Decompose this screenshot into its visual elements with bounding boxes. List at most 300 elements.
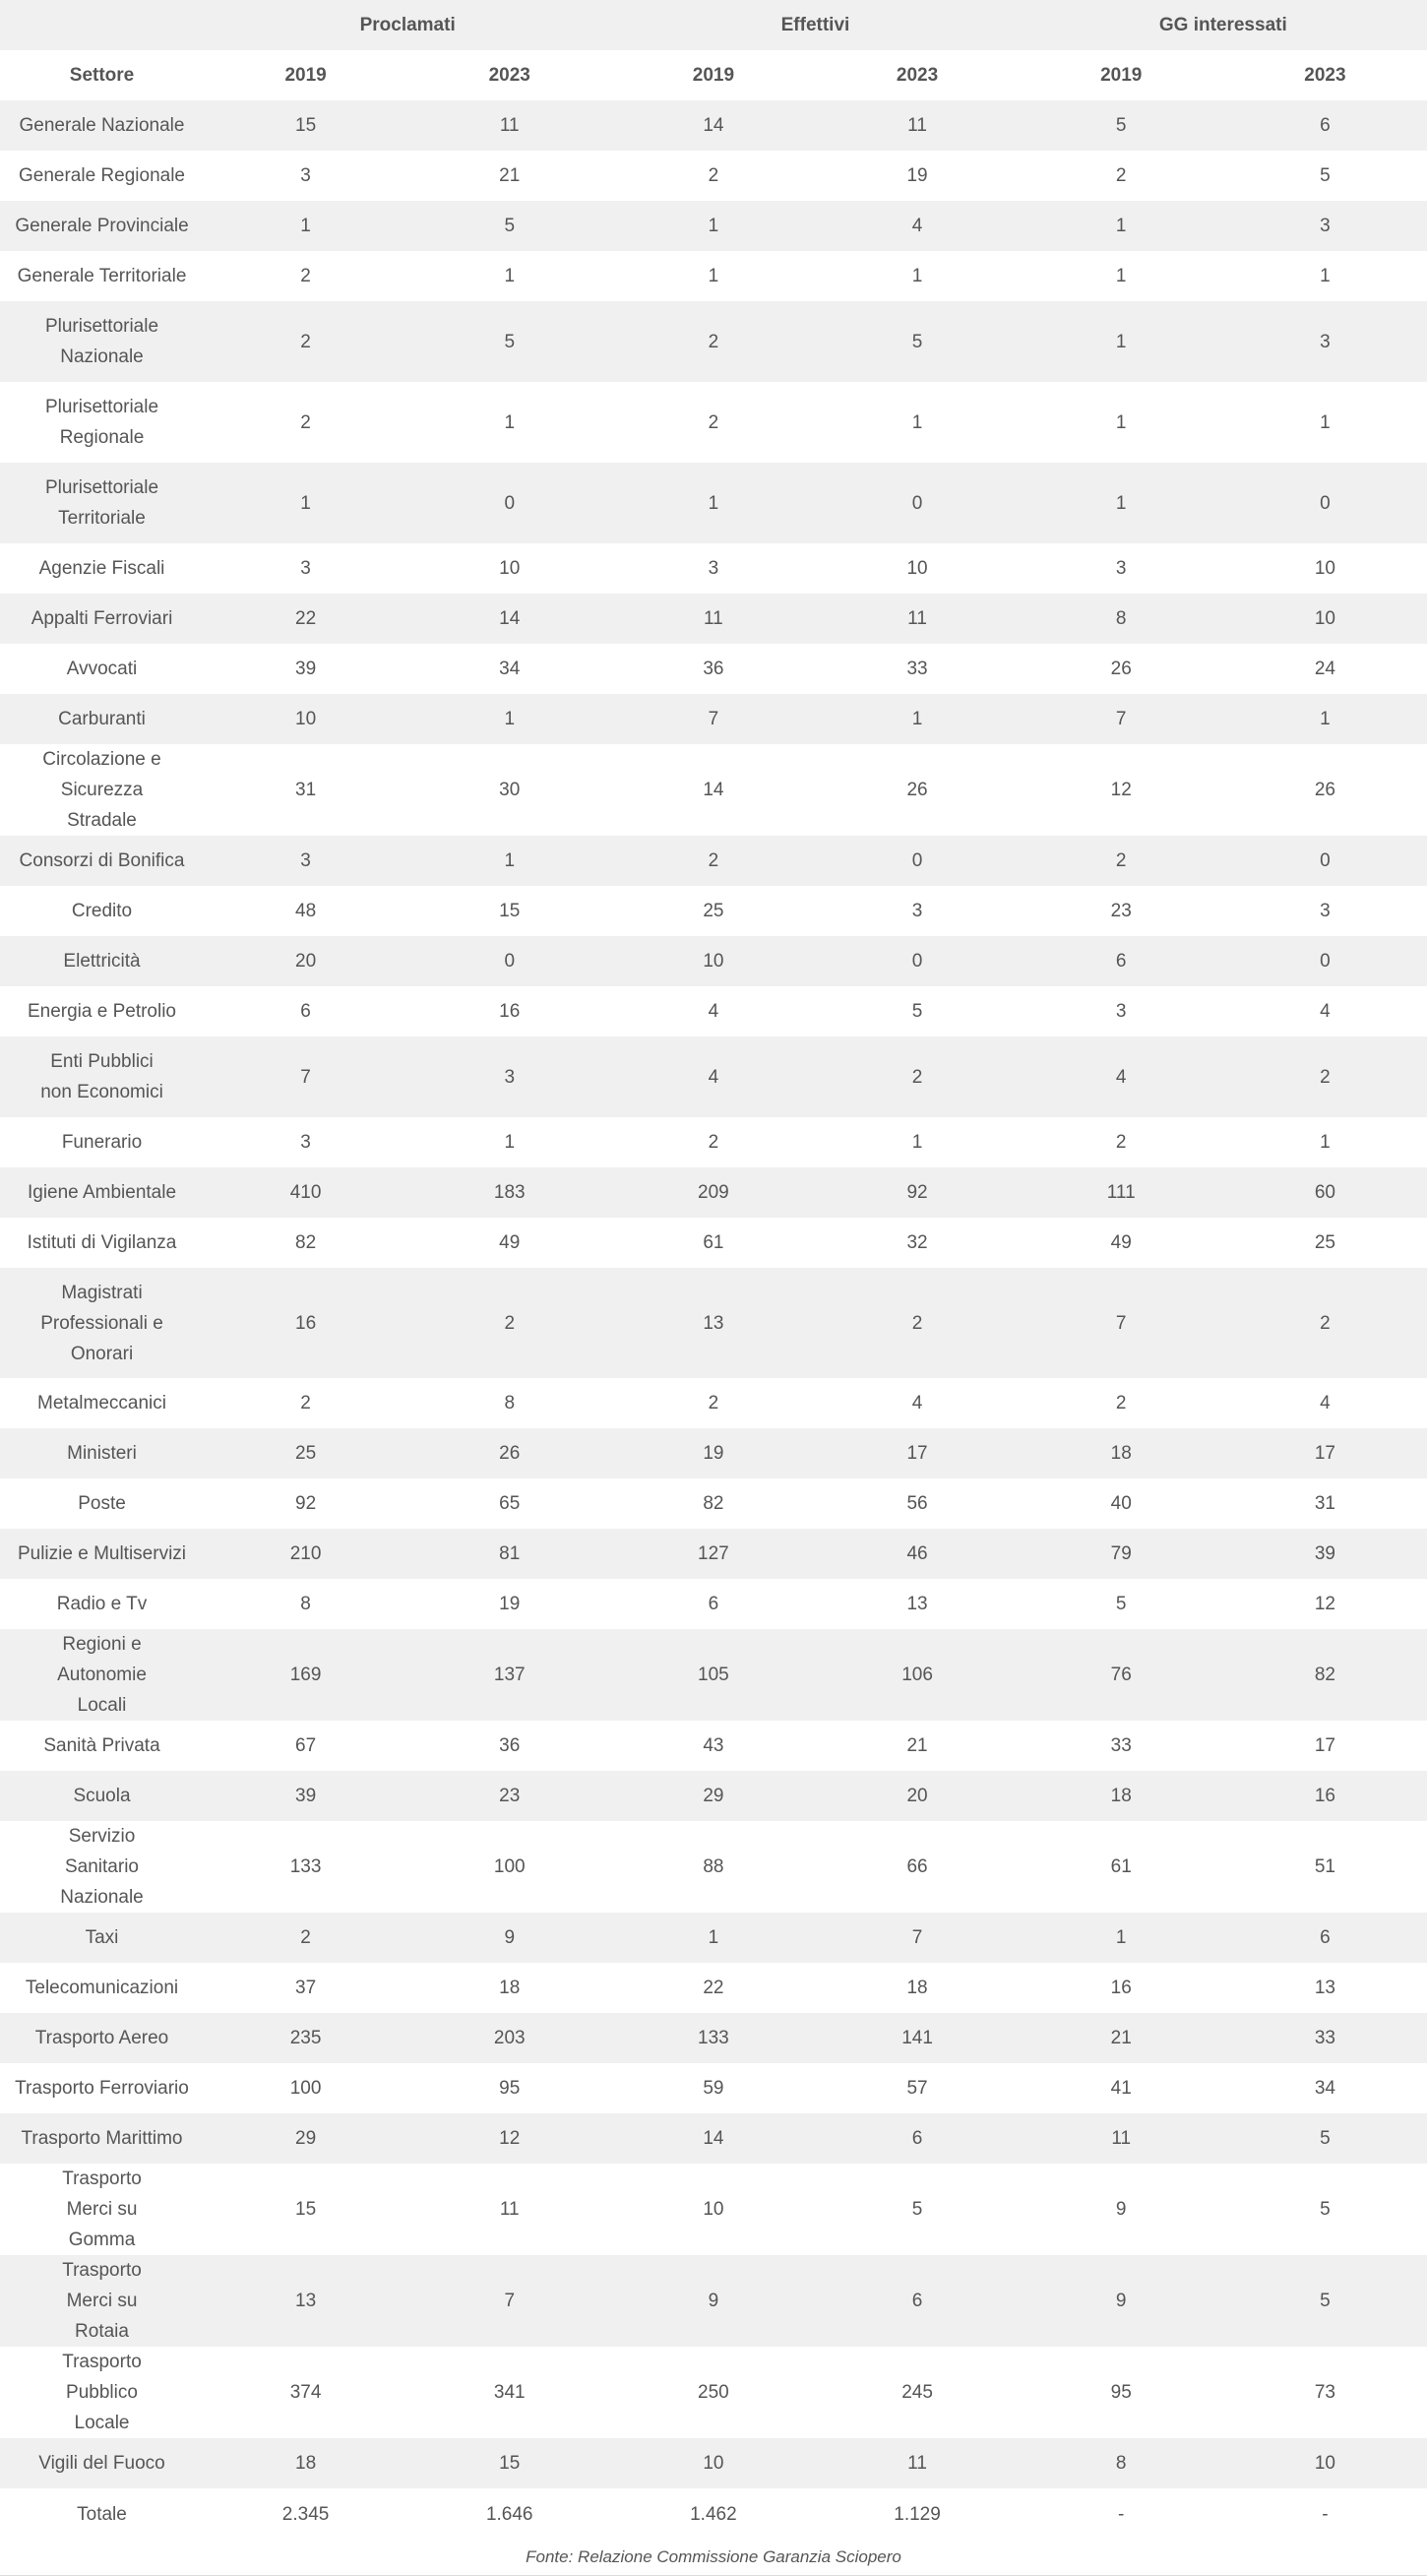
- table-row: [0, 886, 1427, 936]
- sector-label: Trasporto Ferroviario: [15, 2078, 189, 2099]
- year-header: 2023: [1304, 65, 1346, 86]
- value-cell: 2: [1115, 1393, 1127, 1414]
- value-cell: 100: [493, 1856, 526, 1877]
- value-cell: 57: [906, 2078, 928, 2099]
- value-cell: 2: [708, 165, 719, 186]
- value-cell: 15: [499, 2453, 521, 2474]
- value-cell: 1: [1115, 331, 1127, 352]
- sector-label: Metalmeccanici: [37, 1393, 166, 1414]
- value-cell: 2: [300, 331, 311, 352]
- table-row: [0, 2164, 1427, 2255]
- value-cell: 1: [504, 266, 516, 286]
- sector-label: Trasporto Merci su Rotaia: [62, 2260, 142, 2342]
- value-cell: 0: [1320, 492, 1331, 514]
- value-cell: 2: [708, 331, 719, 352]
- table-row: [0, 1529, 1427, 1579]
- value-cell: 79: [1110, 1543, 1132, 1564]
- table-row: [0, 594, 1427, 644]
- value-cell: 4: [911, 216, 923, 236]
- value-cell: 15: [295, 2199, 317, 2220]
- value-cell: 2: [1115, 165, 1127, 186]
- value-cell: 73: [1314, 2382, 1335, 2403]
- value-cell: 39: [295, 659, 317, 679]
- value-cell: 51: [1314, 1856, 1335, 1877]
- value-cell: 6: [300, 1001, 311, 1022]
- group-header-gg-interessati: GG interessati: [1158, 15, 1287, 35]
- value-cell: 16: [1314, 1786, 1335, 1806]
- value-cell: 11: [704, 608, 723, 629]
- value-cell: 18: [1110, 1443, 1132, 1464]
- value-cell: 24: [1314, 659, 1335, 679]
- value-cell: 23: [499, 1786, 521, 1806]
- value-cell: 4: [1320, 1001, 1331, 1022]
- value-cell: 105: [698, 1665, 729, 1685]
- total-cell: -: [1322, 2503, 1329, 2525]
- sector-label: Trasporto Marittimo: [21, 2128, 183, 2149]
- value-cell: 14: [499, 608, 521, 629]
- value-cell: 4: [911, 1393, 923, 1414]
- value-cell: 7: [1115, 709, 1127, 729]
- value-cell: 8: [1115, 608, 1127, 629]
- value-cell: 1: [300, 216, 311, 236]
- value-cell: 5: [504, 216, 516, 236]
- value-cell: 2: [1115, 850, 1127, 871]
- group-header-row: [0, 0, 1427, 50]
- value-cell: 10: [703, 2199, 724, 2220]
- group-header-effettivi: Effettivi: [780, 15, 850, 35]
- value-cell: 9: [1115, 2199, 1127, 2220]
- table-row: [0, 1218, 1427, 1268]
- value-cell: 1: [911, 411, 923, 433]
- sector-label: Sanità Privata: [43, 1735, 160, 1756]
- table-row: [0, 1721, 1427, 1771]
- group-header-proclamati: Proclamati: [359, 15, 456, 35]
- value-cell: 17: [1314, 1735, 1335, 1756]
- sector-label: Telecomunicazioni: [25, 1978, 179, 1998]
- value-cell: 209: [698, 1182, 729, 1203]
- value-cell: 2: [911, 1312, 923, 1334]
- value-cell: 26: [906, 780, 928, 800]
- value-cell: 10: [295, 709, 317, 729]
- value-cell: 1: [504, 411, 516, 433]
- value-cell: 95: [499, 2078, 521, 2099]
- sector-label: Agenzie Fiscali: [38, 558, 165, 579]
- value-cell: 92: [906, 1182, 928, 1203]
- table-row: [0, 543, 1427, 594]
- year-header: 2019: [284, 65, 327, 86]
- table-row: [0, 1428, 1427, 1478]
- value-cell: 5: [504, 331, 516, 352]
- value-cell: 5: [1115, 115, 1127, 136]
- value-cell: 4: [708, 1001, 719, 1022]
- value-cell: 1: [708, 1927, 719, 1948]
- sector-label: Plurisettoriale Regionale: [44, 397, 159, 448]
- table-row: [0, 2255, 1427, 2347]
- sector-column-header: Settore: [69, 65, 135, 86]
- value-cell: 20: [295, 951, 317, 972]
- sector-label: Igiene Ambientale: [27, 1182, 177, 1203]
- value-cell: 39: [1314, 1543, 1335, 1564]
- value-cell: 5: [1320, 2128, 1331, 2149]
- value-cell: 5: [911, 1001, 923, 1022]
- table-row: [0, 1037, 1427, 1117]
- value-cell: 30: [499, 780, 521, 800]
- value-cell: 46: [906, 1543, 928, 1564]
- value-cell: 4: [708, 1066, 719, 1088]
- value-cell: 14: [703, 780, 724, 800]
- sector-label: Generale Territoriale: [17, 266, 187, 286]
- value-cell: 5: [911, 331, 923, 352]
- value-cell: 25: [295, 1443, 317, 1464]
- table-row: [0, 201, 1427, 251]
- value-cell: 82: [703, 1493, 724, 1514]
- sector-label: Circolazione e Sicurezza Stradale: [42, 749, 161, 831]
- value-cell: 18: [499, 1978, 521, 1998]
- value-cell: 7: [504, 2291, 516, 2311]
- year-header: 2023: [488, 65, 530, 86]
- value-cell: 61: [703, 1232, 724, 1253]
- value-cell: 2: [1320, 1066, 1331, 1088]
- value-cell: 1: [1320, 1132, 1331, 1153]
- value-cell: 29: [703, 1786, 724, 1806]
- value-cell: 9: [1115, 2291, 1127, 2311]
- value-cell: 65: [499, 1493, 521, 1514]
- value-cell: 10: [906, 558, 928, 579]
- value-cell: 6: [911, 2291, 923, 2311]
- value-cell: 2: [1115, 1132, 1127, 1153]
- value-cell: 2: [300, 1393, 311, 1414]
- value-cell: 26: [499, 1443, 521, 1464]
- value-cell: 81: [499, 1543, 521, 1564]
- sector-label: Radio e Tv: [56, 1594, 148, 1614]
- value-cell: 5: [911, 2199, 923, 2220]
- value-cell: 3: [1320, 331, 1331, 352]
- table-row: [0, 1629, 1427, 1721]
- value-cell: 8: [1115, 2453, 1127, 2474]
- table-row: [0, 1117, 1427, 1167]
- value-cell: 11: [907, 608, 927, 629]
- value-cell: 17: [1314, 1443, 1335, 1464]
- value-cell: 1: [1320, 709, 1331, 729]
- value-cell: 8: [300, 1594, 311, 1614]
- value-cell: 15: [499, 901, 521, 921]
- value-cell: 12: [1110, 780, 1132, 800]
- value-cell: 2: [300, 1927, 311, 1948]
- value-cell: 2: [708, 411, 719, 433]
- value-cell: 410: [289, 1182, 322, 1203]
- value-cell: 18: [295, 2453, 317, 2474]
- value-cell: 250: [698, 2382, 729, 2403]
- value-cell: 5: [1320, 165, 1331, 186]
- total-cell: 1.129: [894, 2503, 941, 2525]
- sector-label: Appalti Ferroviari: [31, 608, 173, 629]
- value-cell: 2: [300, 266, 311, 286]
- value-cell: 88: [703, 1856, 724, 1877]
- value-cell: 11: [499, 115, 520, 136]
- value-cell: 1: [911, 1132, 923, 1153]
- value-cell: 13: [295, 2291, 317, 2311]
- value-cell: 374: [289, 2382, 322, 2403]
- table-row: [0, 2113, 1427, 2164]
- sector-label: Trasporto Merci su Gomma: [62, 2168, 142, 2250]
- total-cell: 2.345: [281, 2503, 330, 2525]
- value-cell: 16: [499, 1001, 521, 1022]
- value-cell: 1: [708, 492, 719, 514]
- value-cell: 3: [300, 165, 311, 186]
- value-cell: 1: [708, 216, 719, 236]
- table-row: [0, 986, 1427, 1037]
- sector-label: Taxi: [85, 1927, 119, 1948]
- value-cell: 0: [911, 492, 923, 514]
- value-cell: 19: [703, 1443, 724, 1464]
- value-cell: 3: [911, 901, 923, 921]
- table-row: [0, 1913, 1427, 1963]
- value-cell: 7: [1115, 1312, 1127, 1334]
- value-cell: 127: [698, 1543, 729, 1564]
- value-cell: 26: [1314, 780, 1335, 800]
- value-cell: 0: [504, 492, 516, 514]
- value-cell: 34: [1314, 2078, 1335, 2099]
- value-cell: 39: [295, 1786, 317, 1806]
- sector-label: Avvocati: [66, 659, 138, 679]
- table-row: [0, 1821, 1427, 1913]
- sector-label: Elettricità: [63, 951, 141, 972]
- value-cell: 210: [289, 1543, 322, 1564]
- value-cell: 341: [493, 2382, 526, 2403]
- total-cell: -: [1118, 2503, 1125, 2525]
- sector-label: Scuola: [73, 1786, 131, 1806]
- value-cell: 3: [1320, 901, 1331, 921]
- value-cell: 1: [504, 709, 516, 729]
- value-cell: 1: [1115, 411, 1127, 433]
- value-cell: 3: [300, 558, 311, 579]
- value-cell: 1: [1115, 492, 1127, 514]
- value-cell: 141: [901, 2028, 933, 2048]
- value-cell: 76: [1110, 1665, 1132, 1685]
- value-cell: 0: [911, 850, 923, 871]
- table-row: [0, 1268, 1427, 1378]
- value-cell: 4: [1320, 1393, 1331, 1414]
- value-cell: 8: [504, 1393, 516, 1414]
- value-cell: 34: [499, 659, 521, 679]
- value-cell: 6: [1320, 115, 1331, 136]
- value-cell: 235: [289, 2028, 322, 2048]
- sector-label: Servizio Sanitario Nazionale: [60, 1826, 144, 1908]
- value-cell: 2: [708, 1393, 719, 1414]
- value-cell: 1: [911, 266, 923, 286]
- value-cell: 11: [499, 2199, 520, 2220]
- value-cell: 2: [708, 850, 719, 871]
- table-row: [0, 2063, 1427, 2113]
- value-cell: 36: [499, 1735, 521, 1756]
- value-cell: 133: [698, 2028, 729, 2048]
- year-header: 2019: [1100, 65, 1143, 86]
- sector-label: Credito: [71, 901, 133, 921]
- value-cell: 92: [295, 1493, 317, 1514]
- sector-label: Trasporto Pubblico Locale: [62, 2352, 142, 2433]
- value-cell: 2: [911, 1066, 923, 1088]
- value-cell: 25: [1314, 1232, 1335, 1253]
- value-cell: 3: [708, 558, 719, 579]
- year-header: 2019: [692, 65, 735, 86]
- value-cell: 10: [1314, 608, 1335, 629]
- value-cell: 22: [295, 608, 317, 629]
- value-cell: 40: [1110, 1493, 1132, 1514]
- value-cell: 21: [499, 165, 521, 186]
- value-cell: 1: [708, 266, 719, 286]
- total-cell: 1.646: [485, 2503, 533, 2525]
- value-cell: 100: [289, 2078, 322, 2099]
- value-cell: 9: [708, 2291, 719, 2311]
- value-cell: 18: [906, 1978, 928, 1998]
- value-cell: 49: [499, 1232, 521, 1253]
- value-cell: 29: [295, 2128, 317, 2149]
- value-cell: 43: [703, 1735, 724, 1756]
- value-cell: 10: [1314, 2453, 1335, 2474]
- value-cell: 169: [289, 1665, 322, 1685]
- value-cell: 1: [300, 492, 311, 514]
- value-cell: 16: [1110, 1978, 1132, 1998]
- sector-label: Energia e Petrolio: [27, 1001, 177, 1022]
- value-cell: 2: [1320, 1312, 1331, 1334]
- value-cell: 11: [907, 2453, 927, 2474]
- total-row: [0, 2488, 1427, 2540]
- value-cell: 66: [906, 1856, 928, 1877]
- value-cell: 41: [1110, 2078, 1132, 2099]
- value-cell: 9: [504, 1927, 516, 1948]
- sector-label: Vigili del Fuoco: [38, 2453, 165, 2474]
- value-cell: 0: [1320, 951, 1331, 972]
- value-cell: 20: [906, 1786, 928, 1806]
- value-cell: 14: [703, 115, 724, 136]
- value-cell: 21: [906, 1735, 928, 1756]
- sector-label: Magistrati Professionali e Onorari: [40, 1282, 163, 1364]
- table-row: [0, 151, 1427, 201]
- table-row: [0, 2013, 1427, 2063]
- value-cell: 3: [300, 850, 311, 871]
- value-cell: 67: [295, 1735, 317, 1756]
- value-cell: 0: [504, 951, 516, 972]
- table-row: [0, 1167, 1427, 1218]
- sector-label: Consorzi di Bonifica: [19, 850, 185, 871]
- value-cell: 1: [1320, 411, 1331, 433]
- value-cell: 60: [1314, 1182, 1335, 1203]
- table-row: [0, 463, 1427, 543]
- sector-label: Carburanti: [58, 709, 146, 729]
- value-cell: 3: [504, 1066, 516, 1088]
- table-row: [0, 836, 1427, 886]
- value-cell: 111: [1106, 1182, 1136, 1203]
- value-cell: 6: [1115, 951, 1127, 972]
- value-cell: 1: [1115, 216, 1127, 236]
- value-cell: 10: [1314, 558, 1335, 579]
- value-cell: 1: [504, 850, 516, 871]
- value-cell: 203: [493, 2028, 526, 2048]
- value-cell: 10: [703, 2453, 724, 2474]
- value-cell: 1: [504, 1132, 516, 1153]
- value-cell: 19: [906, 165, 928, 186]
- value-cell: 6: [911, 2128, 923, 2149]
- table-row: [0, 936, 1427, 986]
- value-cell: 48: [295, 901, 317, 921]
- value-cell: 1: [1320, 266, 1331, 286]
- table-row: [0, 382, 1427, 463]
- value-cell: 4: [1115, 1066, 1127, 1088]
- sector-label: Istituti di Vigilanza: [27, 1232, 177, 1253]
- value-cell: 0: [911, 951, 923, 972]
- value-cell: 16: [295, 1312, 317, 1334]
- year-header: 2023: [896, 65, 939, 86]
- value-cell: 13: [703, 1312, 724, 1334]
- value-cell: 183: [493, 1182, 526, 1203]
- value-cell: 245: [901, 2382, 933, 2403]
- sector-label: Generale Provinciale: [15, 216, 189, 236]
- value-cell: 137: [493, 1665, 526, 1685]
- value-cell: 13: [906, 1594, 928, 1614]
- value-cell: 15: [295, 115, 317, 136]
- value-cell: 33: [1110, 1735, 1132, 1756]
- value-cell: 2: [300, 411, 311, 433]
- value-cell: 61: [1110, 1856, 1132, 1877]
- value-cell: 11: [907, 115, 927, 136]
- sector-label: Enti Pubblici non Economici: [40, 1051, 163, 1102]
- sector-label: Generale Regionale: [18, 165, 185, 186]
- value-cell: 23: [1110, 901, 1132, 921]
- value-cell: 10: [703, 951, 724, 972]
- value-cell: 59: [703, 2078, 724, 2099]
- value-cell: 6: [1320, 1927, 1331, 1948]
- value-cell: 25: [703, 901, 724, 921]
- value-cell: 3: [1320, 216, 1331, 236]
- value-cell: 32: [906, 1232, 928, 1253]
- value-cell: 133: [289, 1856, 322, 1877]
- value-cell: 82: [295, 1232, 317, 1253]
- value-cell: 13: [1314, 1978, 1335, 1998]
- sector-label: Funerario: [61, 1132, 143, 1153]
- value-cell: 49: [1110, 1232, 1132, 1253]
- table-row: [0, 100, 1427, 151]
- sector-label: Pulizie e Multiservizi: [17, 1543, 187, 1564]
- value-cell: 0: [1320, 850, 1331, 871]
- table-row: [0, 1478, 1427, 1529]
- value-cell: 3: [1115, 1001, 1127, 1022]
- sector-label: Poste: [78, 1493, 126, 1514]
- value-cell: 21: [1110, 2028, 1132, 2048]
- table-row: [0, 694, 1427, 744]
- sector-label: Generale Nazionale: [19, 115, 185, 136]
- value-cell: 26: [1110, 659, 1132, 679]
- table-row: [0, 1963, 1427, 2013]
- value-cell: 6: [708, 1594, 719, 1614]
- value-cell: 1: [911, 709, 923, 729]
- sector-label: Plurisettoriale Territoriale: [44, 477, 159, 529]
- value-cell: 5: [1115, 1594, 1127, 1614]
- value-cell: 3: [1115, 558, 1127, 579]
- value-cell: 95: [1110, 2382, 1132, 2403]
- value-cell: 7: [300, 1066, 311, 1088]
- source-caption: Fonte: Relazione Commissione Garanzia Sciopero: [0, 2540, 1427, 2576]
- value-cell: 1: [1115, 266, 1127, 286]
- year-header-row: [0, 50, 1427, 100]
- value-cell: 7: [708, 709, 719, 729]
- value-cell: 33: [906, 659, 928, 679]
- value-cell: 7: [911, 1927, 923, 1948]
- value-cell: 14: [703, 2128, 724, 2149]
- value-cell: 2: [504, 1312, 516, 1334]
- table-row: [0, 744, 1427, 836]
- value-cell: 19: [499, 1594, 521, 1614]
- value-cell: 106: [901, 1665, 933, 1685]
